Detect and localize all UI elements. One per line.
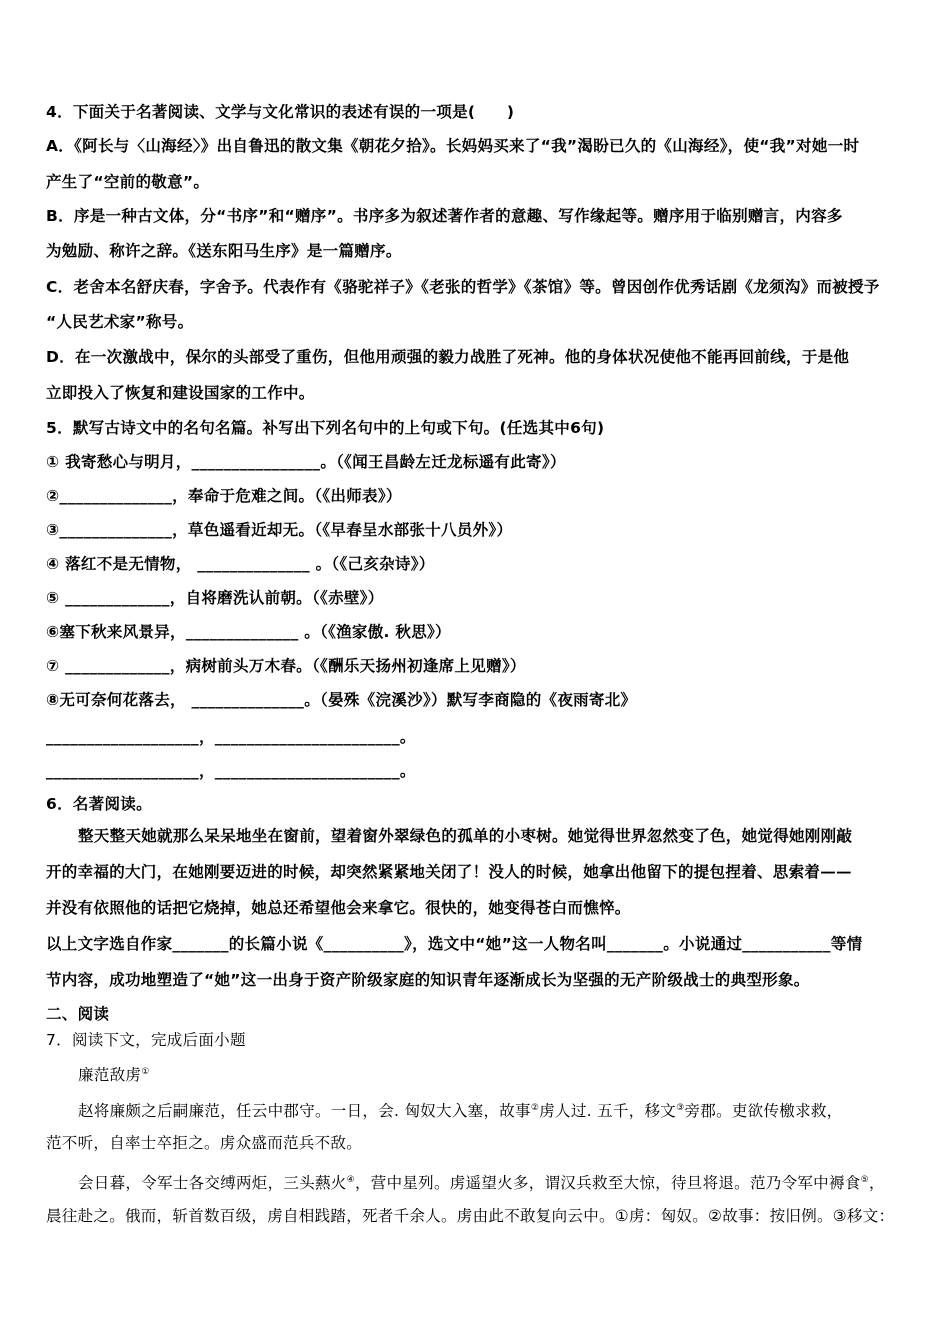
question-6-prompt: 以上文字选自作家_______的长篇小说《__________》，选文中“她”这一人物名叫_______。小说通过___________等情	[46, 935, 863, 953]
text: 赵将廉颇之后嗣廉范，任云中郡守。一日，会. 匈奴大入塞，故事	[78, 1102, 531, 1121]
option-a-line-2: 产生了“空前的敬意”。	[46, 173, 210, 191]
passage-line: 整天整天她就那么呆呆地坐在窗前，望着窗外翠绿色的孤单的小枣树。她觉得世界忽然变了色，她觉得她刚刚敲	[78, 826, 853, 845]
footnote-mark: ③	[676, 1103, 685, 1113]
passage-line: 开的幸福的大门，在她刚要迈进的时候，却突然紧紧地关闭了！没人的时候，她拿出他留下的提包捏着、思索着——	[46, 862, 852, 881]
answer-blank-line: ___________________，_______________________。	[46, 728, 416, 746]
passage-line: 并没有依照他的话把它烧掉，她总还希望他会来拿它。很快的，她变得苍白而憔悴。	[46, 898, 631, 917]
poem-item: ③______________，草色遥看近却无。（《早春呈水部张十八员外》）	[46, 521, 513, 539]
footnote-mark: ④	[346, 1175, 355, 1185]
passage-line	[78, 1170, 885, 1193]
passage-line: 范不听，自率士卒拒之。虏众盛而范兵不敌。	[46, 1134, 363, 1152]
footnote-mark: ①	[141, 1067, 150, 1077]
passage-title	[78, 1062, 150, 1085]
option-a-line-1: A．《阿长与〈山海经〉》出自鲁迅的散文集《朝花夕拾》。长妈妈买来了“我”渴盼已久的《山海经》，使“我”对她一时	[46, 137, 860, 155]
section-heading: 二、阅读	[46, 1005, 110, 1023]
question-5-stem: 5．默写古诗文中的名句名篇。补写出下列名句中的上句或下句。(任选其中6句)	[46, 419, 605, 437]
question-6-prompt: 节内容，成功地塑造了“她”这一出身于资产阶级家庭的知识青年逐渐成长为坚强的无产阶级战士的典型形象。	[46, 971, 810, 989]
poem-item: ⑧无可奈何花落去， ______________。（晏殊《浣溪沙》）默写李商隐的《夜雨寄北》	[46, 691, 637, 709]
footnote-mark: ⑤	[860, 1175, 869, 1185]
option-b-line-1: B．序是一种古文体，分“书序”和“赠序”。书序多为叙述著作者的意趣、写作缘起等。赠序用于临别赠言，内容多	[46, 207, 843, 225]
poem-item: ④ 落红不是无情物， ______________ 。（《己亥杂诗》）	[46, 555, 435, 573]
text: 旁郡。吏欲传檄求救，	[684, 1102, 843, 1121]
poem-item: ① 我寄愁心与明月，________________。（《闻王昌龄左迁龙标遥有此寄》）	[46, 453, 566, 471]
poem-item: ⑥塞下秋来风景异，______________ 。（《渔家傲. 秋思》）	[46, 623, 451, 641]
answer-blank-line: ___________________，_______________________。	[46, 762, 416, 780]
question-7-stem: 7．阅读下文，完成后面小题	[46, 1031, 246, 1049]
option-c-line-1: C．老舍本名舒庆春，字舍予。代表作有《骆驼祥子》《老张的哲学》《茶馆》等。曾因创作优秀话剧《龙须沟》而被授予	[46, 278, 880, 296]
option-d-line-2: 立即投入了恢复和建设国家的工作中。	[46, 384, 315, 402]
poem-item: ②______________，奉命于危难之间。（《出师表》）	[46, 487, 402, 505]
passage-line: 晨往赴之。俄而，斩首数百级，虏自相践踏，死者千余人。虏由此不敢复向云中。①虏：匈奴。②故事：按旧例。③移文：	[46, 1207, 895, 1225]
passage-line	[78, 1098, 842, 1121]
footnote-mark: ②	[530, 1103, 540, 1113]
text: 虏人过. 五千，移文	[539, 1102, 677, 1121]
option-d-line-1: D．在一次激战中，保尔的头部受了重伤，但他用顽强的毅力战胜了死神。他的身体状况使他不能再回前线，于是他	[46, 348, 850, 366]
title-text: 廉范敌虏	[78, 1066, 142, 1085]
question-4-stem: 4．下面关于名著阅读、文学与文化常识的表述有误的一项是( )	[46, 103, 515, 121]
text: ，营中星列。虏遥望火多，谓汉兵救至大惊，待旦将退。范乃令军中褥食	[354, 1174, 861, 1193]
text: 会日暮，令军士各交缚两炬，三头爇火	[78, 1174, 347, 1193]
text: ，	[868, 1174, 885, 1193]
option-c-line-2: “人民艺术家”称号。	[46, 313, 194, 331]
poem-item: ⑦ _____________，病树前头万木春。（《酬乐天扬州初逢席上见赠》）	[46, 657, 526, 675]
poem-item: ⑤ _____________，自将磨洗认前朝。（《赤壁》）	[46, 589, 384, 607]
option-b-line-2: 为勉励、称许之辞。《送东阳马生序》是一篇赠序。	[46, 242, 402, 260]
question-6-stem: 6．名著阅读。	[46, 795, 152, 813]
